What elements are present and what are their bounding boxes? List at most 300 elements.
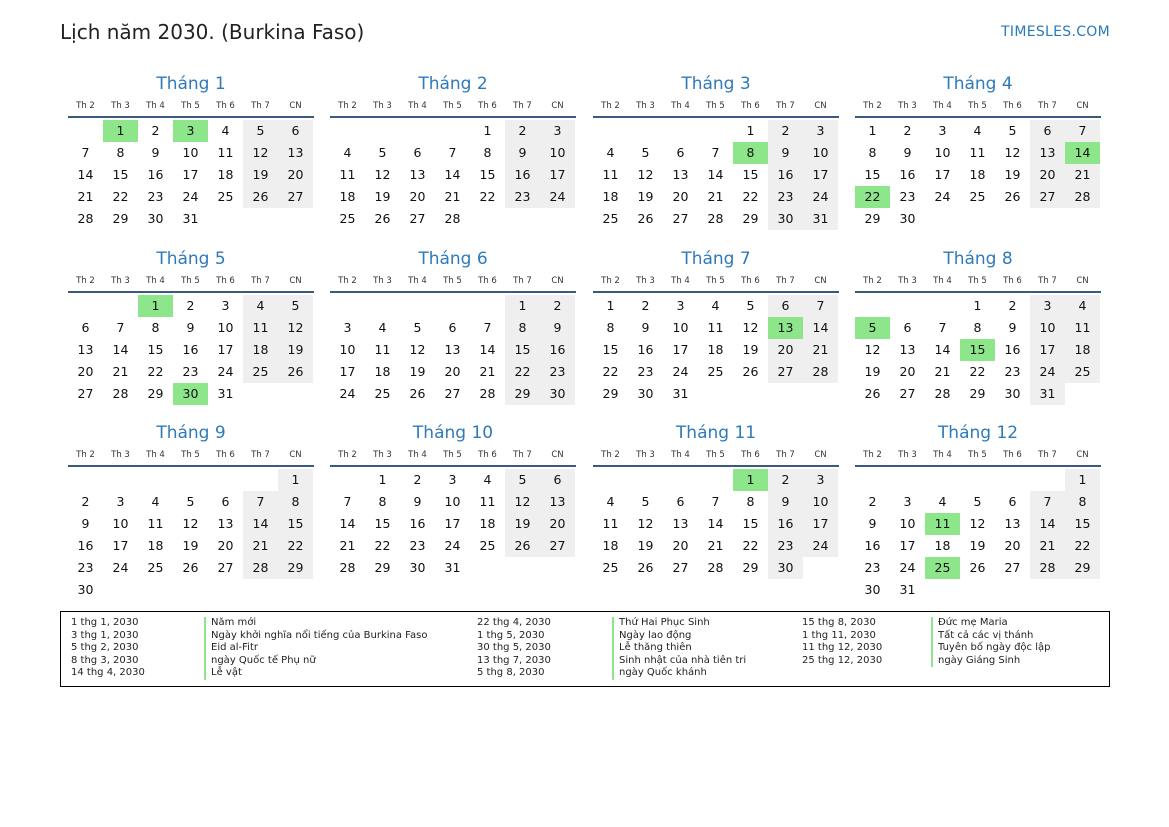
day-cell: 2 xyxy=(641,298,650,313)
day-cell: 9 xyxy=(868,516,877,531)
day-grid xyxy=(855,120,1101,230)
weekday-label: Th 7 xyxy=(776,450,795,460)
legend-date: 1 thg 11, 2030 xyxy=(802,629,876,641)
empty-cell xyxy=(890,469,925,491)
weekday-label: Th 6 xyxy=(741,450,760,460)
legend-holiday-name: Ngày khởi nghĩa nổi tiếng của Burkina Faso xyxy=(204,630,427,643)
day-cell: 31 xyxy=(803,208,838,230)
day-cell: 9 xyxy=(186,320,195,335)
day-cell: 24 xyxy=(803,535,838,557)
day-cell: 25 xyxy=(339,211,356,226)
day-cell: 22 xyxy=(969,364,986,379)
day-cell: 4 xyxy=(938,494,947,509)
legend-date: 30 thg 5, 2030 xyxy=(477,642,551,654)
weekday-label: Th 7 xyxy=(513,101,532,111)
month-2 xyxy=(330,72,576,230)
day-cell: 30 xyxy=(637,386,654,401)
day-cell: 26 xyxy=(182,560,199,575)
weekday-label: Th 3 xyxy=(898,450,917,460)
day-cell: 14 xyxy=(243,513,278,535)
day-cell: 3 xyxy=(343,320,352,335)
day-cell: 10 xyxy=(217,320,234,335)
day-cell: 3 xyxy=(1030,295,1065,317)
month-12 xyxy=(855,421,1101,601)
legend-date: 14 thg 4, 2030 xyxy=(71,667,145,679)
legend-dates-col-1 xyxy=(71,617,145,680)
day-cell: 3 xyxy=(803,469,838,491)
day-cell: 12 xyxy=(374,167,391,182)
empty-cell xyxy=(995,469,1030,491)
day-cell: 26 xyxy=(969,560,986,575)
day-cell: 17 xyxy=(182,167,199,182)
day-cell: 23 xyxy=(637,364,654,379)
day-cell: 6 xyxy=(448,320,457,335)
day-grid xyxy=(68,295,314,405)
weekday-label: Th 7 xyxy=(251,101,270,111)
weekday-label: CN xyxy=(814,450,827,460)
day-cell: 6 xyxy=(903,320,912,335)
weekday-label: Th 6 xyxy=(216,101,235,111)
day-cell: 23 xyxy=(864,560,881,575)
weekday-label: Th 7 xyxy=(251,450,270,460)
day-cell: 17 xyxy=(803,513,838,535)
day-cell: 24 xyxy=(217,364,234,379)
day-cell: 21 xyxy=(707,189,724,204)
day-cell: 16 xyxy=(77,538,94,553)
empty-cell xyxy=(138,469,173,491)
day-cell: 22 xyxy=(278,535,313,557)
day-cell: 10 xyxy=(672,320,689,335)
day-cell: 24 xyxy=(112,560,129,575)
legend-holiday-name: Sinh nhật của nhà tiên tri xyxy=(612,655,746,668)
weekday-label: Th 6 xyxy=(741,101,760,111)
day-cell: 1 xyxy=(868,123,877,138)
holiday-day-cell: 1 xyxy=(103,120,138,142)
weekday-label: Th 5 xyxy=(968,450,987,460)
day-cell: 20 xyxy=(672,189,689,204)
empty-cell xyxy=(435,295,470,317)
day-cell: 2 xyxy=(540,295,575,317)
day-cell: 8 xyxy=(151,320,160,335)
day-cell: 18 xyxy=(602,189,619,204)
day-cell: 27 xyxy=(672,211,689,226)
weekday-label: Th 3 xyxy=(111,450,130,460)
weekday-label: Th 5 xyxy=(181,101,200,111)
day-cell: 13 xyxy=(409,167,426,182)
day-cell: 15 xyxy=(742,167,759,182)
empty-cell xyxy=(698,120,733,142)
day-cell: 4 xyxy=(151,494,160,509)
weekday-label: Th 2 xyxy=(76,276,95,286)
empty-cell xyxy=(68,469,103,491)
weekday-label: Th 3 xyxy=(111,101,130,111)
day-cell: 29 xyxy=(969,386,986,401)
weekday-label: Th 7 xyxy=(776,101,795,111)
day-cell: 19 xyxy=(864,364,881,379)
weekday-header-row xyxy=(593,447,839,467)
day-cell: 17 xyxy=(1030,339,1065,361)
day-grid xyxy=(855,295,1101,405)
day-cell: 28 xyxy=(707,211,724,226)
day-cell: 5 xyxy=(186,494,195,509)
weekday-label: Th 7 xyxy=(1038,450,1057,460)
day-cell: 3 xyxy=(448,472,457,487)
weekday-label: CN xyxy=(289,101,302,111)
weekday-label: Th 5 xyxy=(968,276,987,286)
day-cell: 22 xyxy=(479,189,496,204)
weekday-label: Th 4 xyxy=(671,101,690,111)
weekday-label: Th 6 xyxy=(1003,276,1022,286)
day-cell: 3 xyxy=(221,298,230,313)
day-cell: 21 xyxy=(1030,535,1065,557)
weekday-label: Th 2 xyxy=(863,450,882,460)
empty-cell xyxy=(663,120,698,142)
weekday-label: Th 3 xyxy=(636,276,655,286)
weekday-label: Th 6 xyxy=(1003,101,1022,111)
weekday-label: Th 7 xyxy=(1038,276,1057,286)
day-cell: 27 xyxy=(278,186,313,208)
weekday-label: Th 5 xyxy=(706,276,725,286)
day-cell: 31 xyxy=(444,560,461,575)
day-cell: 30 xyxy=(1004,386,1021,401)
legend-holiday-name: Eid al-Fitr xyxy=(204,642,427,655)
day-cell: 7 xyxy=(803,295,838,317)
legend-holiday-name: ngày Quốc tế Phụ nữ xyxy=(204,655,427,668)
weekday-header-row xyxy=(330,98,576,118)
day-cell: 20 xyxy=(899,364,916,379)
day-cell: 11 xyxy=(339,167,356,182)
day-cell: 2 xyxy=(868,494,877,509)
holiday-day-cell: 3 xyxy=(173,120,208,142)
brand-link[interactable]: TIMESLES.COM xyxy=(1001,24,1110,40)
day-cell: 12 xyxy=(742,320,759,335)
day-cell: 12 xyxy=(864,342,881,357)
day-cell: 21 xyxy=(934,364,951,379)
day-cell: 4 xyxy=(243,295,278,317)
day-cell: 28 xyxy=(112,386,129,401)
day-cell: 23 xyxy=(768,186,803,208)
legend-holiday-name: Đức mẹ Maria xyxy=(931,617,1050,630)
empty-cell xyxy=(330,469,365,491)
day-cell: 1 xyxy=(746,123,755,138)
day-cell: 7 xyxy=(711,494,720,509)
day-cell: 17 xyxy=(540,164,575,186)
weekday-label: Th 2 xyxy=(76,450,95,460)
month-title: Tháng 5 xyxy=(156,249,226,269)
day-cell: 31 xyxy=(899,582,916,597)
day-cell: 11 xyxy=(1065,317,1100,339)
day-cell: 20 xyxy=(217,538,234,553)
day-cell: 15 xyxy=(1065,513,1100,535)
weekday-label: Th 3 xyxy=(373,101,392,111)
day-cell: 1 xyxy=(973,298,982,313)
holiday-day-cell: 25 xyxy=(925,557,960,579)
day-cell: 9 xyxy=(81,516,90,531)
day-cell: 14 xyxy=(112,342,129,357)
day-cell: 10 xyxy=(899,516,916,531)
day-cell: 8 xyxy=(868,145,877,160)
day-cell: 27 xyxy=(1030,186,1065,208)
day-cell: 13 xyxy=(77,342,94,357)
day-cell: 2 xyxy=(413,472,422,487)
day-cell: 14 xyxy=(77,167,94,182)
holiday-day-cell: 22 xyxy=(855,186,890,208)
day-cell: 7 xyxy=(243,491,278,513)
day-cell: 12 xyxy=(1004,145,1021,160)
empty-cell xyxy=(435,120,470,142)
day-cell: 25 xyxy=(707,364,724,379)
day-cell: 6 xyxy=(1008,494,1017,509)
day-cell: 23 xyxy=(409,538,426,553)
day-cell: 11 xyxy=(602,167,619,182)
day-cell: 14 xyxy=(479,342,496,357)
day-cell: 17 xyxy=(112,538,129,553)
day-cell: 5 xyxy=(973,494,982,509)
day-cell: 11 xyxy=(969,145,986,160)
day-cell: 11 xyxy=(243,317,278,339)
day-cell: 15 xyxy=(112,167,129,182)
weekday-label: Th 2 xyxy=(601,101,620,111)
weekday-label: Th 3 xyxy=(373,450,392,460)
day-cell: 23 xyxy=(540,361,575,383)
weekday-label: Th 2 xyxy=(601,276,620,286)
weekday-header-row xyxy=(330,273,576,293)
legend-date: 5 thg 8, 2030 xyxy=(477,667,545,679)
day-cell: 22 xyxy=(1065,535,1100,557)
legend-holiday-name: Ngày lao động xyxy=(612,630,746,643)
weekday-label: Th 4 xyxy=(933,450,952,460)
empty-cell xyxy=(698,469,733,491)
day-cell: 2 xyxy=(151,123,160,138)
day-cell: 16 xyxy=(768,513,803,535)
day-cell: 19 xyxy=(1004,167,1021,182)
day-cell: 8 xyxy=(1065,491,1100,513)
empty-cell xyxy=(960,469,995,491)
day-cell: 11 xyxy=(602,516,619,531)
day-cell: 19 xyxy=(637,189,654,204)
day-cell: 20 xyxy=(444,364,461,379)
day-cell: 24 xyxy=(540,186,575,208)
weekday-label: CN xyxy=(551,101,564,111)
day-cell: 5 xyxy=(278,295,313,317)
legend-date: 1 thg 1, 2030 xyxy=(71,617,139,628)
day-cell: 7 xyxy=(116,320,125,335)
day-cell: 23 xyxy=(505,186,540,208)
day-cell: 15 xyxy=(479,167,496,182)
legend-names-col-3 xyxy=(931,617,1050,667)
legend-holiday-name: ngày Giáng Sinh xyxy=(931,655,1050,668)
day-cell: 2 xyxy=(768,120,803,142)
day-cell: 26 xyxy=(409,386,426,401)
day-cell: 17 xyxy=(672,342,689,357)
day-cell: 10 xyxy=(182,145,199,160)
day-cell: 29 xyxy=(112,211,129,226)
day-cell: 7 xyxy=(1030,491,1065,513)
day-cell: 17 xyxy=(803,164,838,186)
empty-cell xyxy=(103,469,138,491)
weekday-header-row xyxy=(855,447,1101,467)
month-10 xyxy=(330,421,576,579)
empty-cell xyxy=(400,295,435,317)
day-grid xyxy=(330,120,576,230)
day-cell: 11 xyxy=(217,145,234,160)
day-cell: 24 xyxy=(339,386,356,401)
day-cell: 13 xyxy=(217,516,234,531)
day-cell: 20 xyxy=(278,164,313,186)
weekday-label: Th 6 xyxy=(478,276,497,286)
day-cell: 2 xyxy=(186,298,195,313)
weekday-label: Th 4 xyxy=(146,276,165,286)
day-cell: 16 xyxy=(1004,342,1021,357)
empty-cell xyxy=(365,120,400,142)
month-9 xyxy=(68,421,314,601)
legend-dates-col-2 xyxy=(477,617,551,680)
day-cell: 28 xyxy=(934,386,951,401)
day-cell: 31 xyxy=(217,386,234,401)
day-cell: 5 xyxy=(378,145,387,160)
empty-cell xyxy=(208,469,243,491)
day-cell: 5 xyxy=(413,320,422,335)
day-cell: 19 xyxy=(505,513,540,535)
day-cell: 4 xyxy=(1065,295,1100,317)
day-cell: 19 xyxy=(243,164,278,186)
day-cell: 28 xyxy=(243,557,278,579)
weekday-label: Th 4 xyxy=(671,276,690,286)
empty-cell xyxy=(470,295,505,317)
empty-cell xyxy=(1030,469,1065,491)
day-cell: 8 xyxy=(973,320,982,335)
day-cell: 11 xyxy=(479,494,496,509)
month-5 xyxy=(68,247,314,405)
day-cell: 2 xyxy=(903,123,912,138)
weekday-label: Th 4 xyxy=(933,101,952,111)
weekday-label: Th 3 xyxy=(898,101,917,111)
day-cell: 23 xyxy=(182,364,199,379)
day-cell: 29 xyxy=(1065,557,1100,579)
month-title: Tháng 11 xyxy=(675,423,757,443)
legend-date: 15 thg 8, 2030 xyxy=(802,617,876,628)
legend-names-col-2 xyxy=(612,617,746,680)
weekday-header-row xyxy=(855,273,1101,293)
day-cell: 16 xyxy=(182,342,199,357)
day-cell: 18 xyxy=(217,167,234,182)
day-cell: 22 xyxy=(602,364,619,379)
weekday-label: Th 7 xyxy=(513,450,532,460)
empty-cell xyxy=(855,469,890,491)
day-cell: 1 xyxy=(278,469,313,491)
month-4 xyxy=(855,72,1101,230)
month-1 xyxy=(68,72,314,230)
empty-cell xyxy=(68,295,103,317)
day-cell: 14 xyxy=(707,516,724,531)
weekday-label: Th 3 xyxy=(636,450,655,460)
day-cell: 25 xyxy=(602,211,619,226)
day-cell: 30 xyxy=(864,582,881,597)
weekday-label: Th 2 xyxy=(863,276,882,286)
day-cell: 6 xyxy=(221,494,230,509)
day-cell: 7 xyxy=(1065,120,1100,142)
day-cell: 29 xyxy=(602,386,619,401)
day-cell: 10 xyxy=(540,142,575,164)
legend-date: 5 thg 2, 2030 xyxy=(71,642,139,654)
weekday-label: Th 7 xyxy=(776,276,795,286)
day-cell: 5 xyxy=(641,145,650,160)
day-cell: 25 xyxy=(147,560,164,575)
day-cell: 21 xyxy=(77,189,94,204)
day-cell: 18 xyxy=(479,516,496,531)
day-cell: 18 xyxy=(339,189,356,204)
day-cell: 22 xyxy=(505,361,540,383)
day-grid xyxy=(330,469,576,579)
day-cell: 23 xyxy=(768,535,803,557)
day-cell: 20 xyxy=(1030,164,1065,186)
day-cell: 31 xyxy=(672,386,689,401)
holiday-day-cell: 11 xyxy=(925,513,960,535)
weekday-header-row xyxy=(593,273,839,293)
day-cell: 4 xyxy=(711,298,720,313)
empty-cell xyxy=(593,120,628,142)
day-cell: 4 xyxy=(606,145,615,160)
weekday-label: CN xyxy=(551,276,564,286)
day-cell: 9 xyxy=(505,142,540,164)
day-cell: 30 xyxy=(147,211,164,226)
day-cell: 13 xyxy=(672,516,689,531)
holiday-day-cell: 5 xyxy=(855,317,890,339)
month-title: Tháng 6 xyxy=(418,249,488,269)
day-cell: 2 xyxy=(505,120,540,142)
day-cell: 9 xyxy=(768,491,803,513)
day-cell: 15 xyxy=(505,339,540,361)
day-cell: 12 xyxy=(409,342,426,357)
day-cell: 24 xyxy=(182,189,199,204)
day-cell: 18 xyxy=(374,364,391,379)
weekday-label: Th 6 xyxy=(478,101,497,111)
weekday-label: Th 7 xyxy=(1038,101,1057,111)
day-cell: 19 xyxy=(637,538,654,553)
weekday-header-row xyxy=(68,447,314,467)
day-cell: 20 xyxy=(1004,538,1021,553)
day-cell: 10 xyxy=(112,516,129,531)
day-cell: 1 xyxy=(1065,469,1100,491)
day-cell: 16 xyxy=(147,167,164,182)
day-cell: 12 xyxy=(637,516,654,531)
day-cell: 10 xyxy=(934,145,951,160)
day-cell: 17 xyxy=(339,364,356,379)
weekday-label: Th 3 xyxy=(898,276,917,286)
day-cell: 9 xyxy=(540,317,575,339)
day-cell: 8 xyxy=(278,491,313,513)
weekday-label: Th 4 xyxy=(408,450,427,460)
empty-cell xyxy=(890,295,925,317)
weekday-label: Th 5 xyxy=(181,450,200,460)
day-cell: 25 xyxy=(217,189,234,204)
weekday-label: CN xyxy=(814,101,827,111)
day-cell: 10 xyxy=(444,494,461,509)
day-cell: 21 xyxy=(1065,164,1100,186)
day-cell: 21 xyxy=(112,364,129,379)
day-cell: 4 xyxy=(483,472,492,487)
day-cell: 26 xyxy=(505,535,540,557)
day-cell: 4 xyxy=(221,123,230,138)
month-title: Tháng 4 xyxy=(943,74,1013,94)
day-cell: 29 xyxy=(505,383,540,405)
day-cell: 25 xyxy=(969,189,986,204)
day-cell: 24 xyxy=(899,560,916,575)
day-cell: 11 xyxy=(147,516,164,531)
day-cell: 28 xyxy=(339,560,356,575)
legend-holiday-name: Thứ Hai Phục Sinh xyxy=(612,617,746,630)
day-cell: 16 xyxy=(864,538,881,553)
